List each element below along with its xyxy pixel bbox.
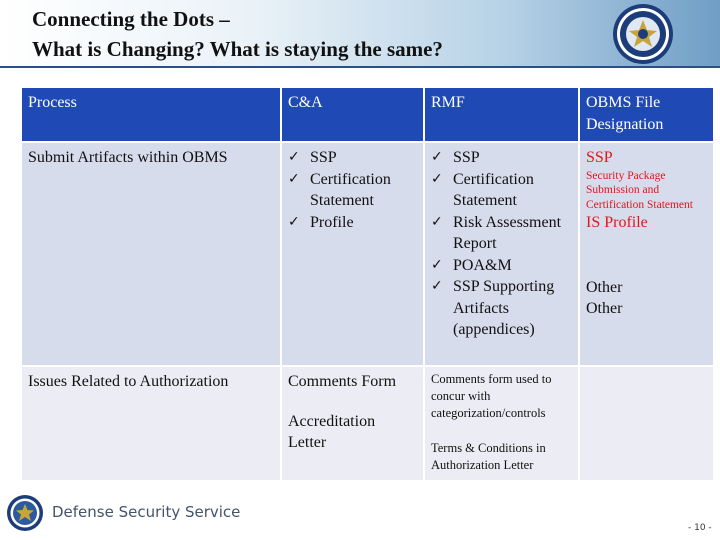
- check-item: ✓ SSP: [288, 147, 417, 169]
- check-item: ✓ POA&M: [431, 255, 572, 277]
- obms-cell: [579, 366, 713, 481]
- dss-logo-icon: [6, 494, 44, 532]
- ca-cell: [281, 142, 424, 366]
- slide-header: [0, 0, 720, 68]
- check-item: ✓ SSP Supporting Artifacts (appendices): [431, 276, 572, 341]
- col-header-ca: C&A: [281, 88, 424, 142]
- process-cell: Issues Related to Authorization: [22, 366, 281, 481]
- slide-title: [32, 4, 443, 64]
- table-row: [22, 366, 713, 481]
- obms-profile: IS Profile: [586, 214, 648, 231]
- table-header-row: [22, 88, 713, 142]
- check-item: ✓ Certification Statement: [431, 169, 572, 212]
- obms-cell: [579, 142, 713, 366]
- col-header-process: Process: [22, 88, 281, 142]
- ca-cell: [281, 366, 424, 481]
- col-header-rmf: RMF: [424, 88, 579, 142]
- ca-comments-form: Comments Form: [288, 373, 397, 390]
- obms-ssp-note: Security Package Submission and Certification Statement: [586, 169, 693, 211]
- check-item: ✓ SSP: [431, 147, 572, 169]
- obms-other-1: Other: [586, 278, 623, 296]
- rmf-cell: [424, 142, 579, 366]
- ca-checklist: [288, 147, 417, 233]
- rmf-comments-form: Comments form used to concur with categorization/controls: [431, 372, 552, 420]
- obms-other-2: Other: [586, 300, 623, 317]
- process-cell: Submit Artifacts within OBMS: [22, 142, 281, 366]
- page-number: - 10 -: [688, 523, 712, 533]
- footer-org-name: Defense Security Service: [52, 503, 241, 521]
- check-item: ✓ Risk Assessment Report: [431, 212, 572, 255]
- dss-seal-icon: [612, 3, 674, 65]
- obms-ssp: SSP: [586, 149, 613, 166]
- title-line-1: Connecting the Dots –: [32, 7, 230, 31]
- table-row: [22, 142, 713, 366]
- rmf-cell: [424, 366, 579, 481]
- ca-accreditation-letter: Accreditation Letter: [288, 412, 376, 451]
- check-item: ✓ Certification Statement: [288, 169, 417, 212]
- comparison-table: [22, 88, 713, 482]
- col-header-obms: OBMS File Designation: [579, 88, 713, 142]
- rmf-checklist: [431, 147, 572, 341]
- title-line-2: What is Changing? What is staying the same?: [32, 37, 443, 61]
- check-item: ✓ Profile: [288, 212, 417, 234]
- rmf-terms-conditions: Terms & Conditions in Authorization Letter: [431, 441, 546, 472]
